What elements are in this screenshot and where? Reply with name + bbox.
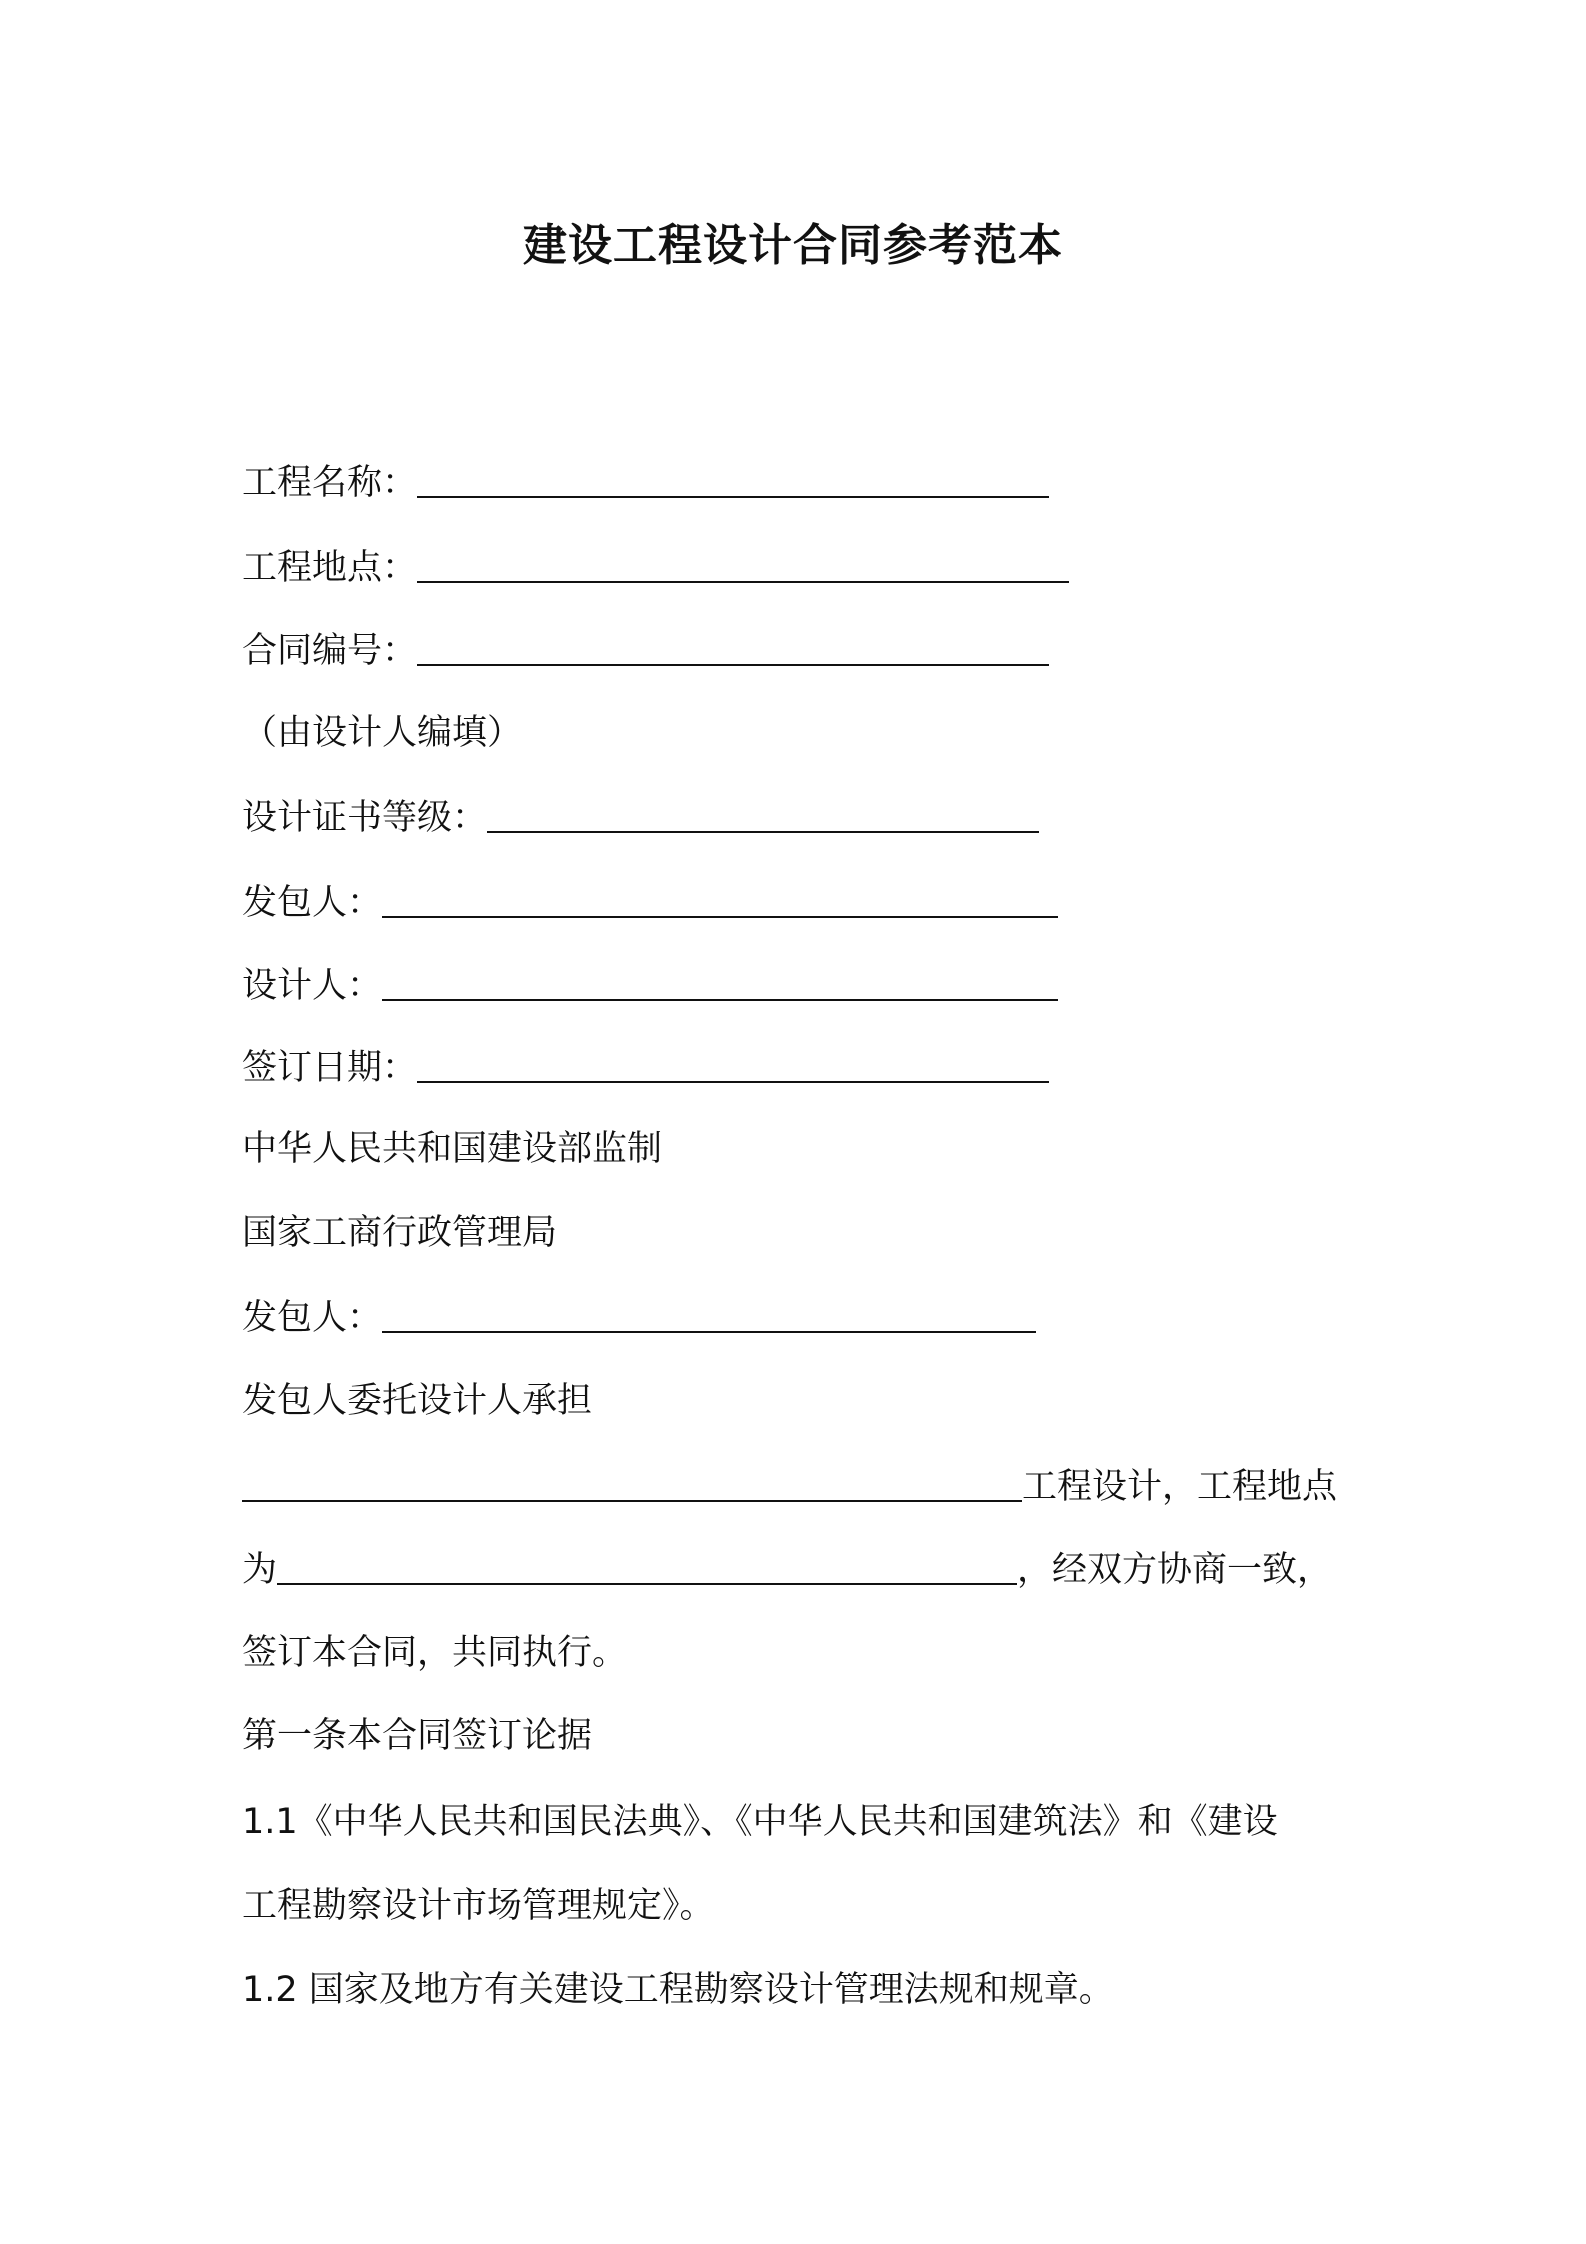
field-certificate-grade xyxy=(242,793,1039,843)
location-prefix: 为 xyxy=(242,1550,278,1590)
clause-1-2: 1.2 国家及地方有关建设工程勘察设计管理法规和规章。 xyxy=(242,1970,1114,2010)
document-title: 建设工程设计合同参考范本 xyxy=(523,220,1063,271)
article1-heading: 第一条本合同签订论据 xyxy=(242,1716,593,1756)
designer-blank[interactable] xyxy=(382,963,1058,1001)
preamble-client-blank[interactable] xyxy=(382,1295,1036,1333)
project-name-blank[interactable] xyxy=(417,460,1049,498)
project-location-blank[interactable] xyxy=(417,545,1069,583)
preamble-location xyxy=(242,1545,1332,1595)
field-client xyxy=(242,878,1058,928)
filled-by-designer-note: （由设计人编填） xyxy=(242,713,523,753)
certificate-grade-blank[interactable] xyxy=(487,795,1039,833)
field-contract-number-label: 合同编号： xyxy=(242,631,418,671)
project-design-suffix: 工程设计，工程地点 xyxy=(1022,1467,1338,1507)
field-designer-label: 设计人： xyxy=(242,966,383,1006)
location-suffix: ，经双方协商一致， xyxy=(1017,1550,1333,1590)
clause-1-1-line-2: 工程勘察设计市场管理规定》。 xyxy=(242,1886,715,1926)
preamble-location-blank[interactable] xyxy=(277,1547,1017,1585)
issuer-line-1: 中华人民共和国建设部监制 xyxy=(242,1129,663,1169)
preamble-client xyxy=(242,1293,1036,1343)
issuer-line-2: 国家工商行政管理局 xyxy=(242,1213,558,1253)
clause-1-1-line-1: 1.1《中华人民共和国民法典》、《中华人民共和国建筑法》和《建设 xyxy=(242,1802,1278,1842)
field-project-name-label: 工程名称： xyxy=(242,463,418,503)
field-contract-number xyxy=(242,626,1049,676)
field-project-location-label: 工程地点： xyxy=(242,548,418,588)
preamble-project-design xyxy=(242,1462,1337,1512)
preamble-client-label: 发包人： xyxy=(242,1298,383,1338)
client-blank[interactable] xyxy=(382,880,1058,918)
field-project-name xyxy=(242,458,1049,508)
project-design-blank[interactable] xyxy=(242,1464,1022,1502)
field-project-location xyxy=(242,543,1069,593)
field-signing-date xyxy=(242,1043,1049,1093)
field-certificate-grade-label: 设计证书等级： xyxy=(242,798,488,838)
preamble-sign-execute: 签订本合同，共同执行。 xyxy=(242,1633,628,1673)
contract-number-blank[interactable] xyxy=(417,628,1049,666)
field-signing-date-label: 签订日期： xyxy=(242,1048,418,1088)
preamble-entrust: 发包人委托设计人承担 xyxy=(242,1381,593,1421)
field-client-label: 发包人： xyxy=(242,883,383,923)
field-designer xyxy=(242,961,1058,1011)
signing-date-blank[interactable] xyxy=(417,1045,1049,1083)
